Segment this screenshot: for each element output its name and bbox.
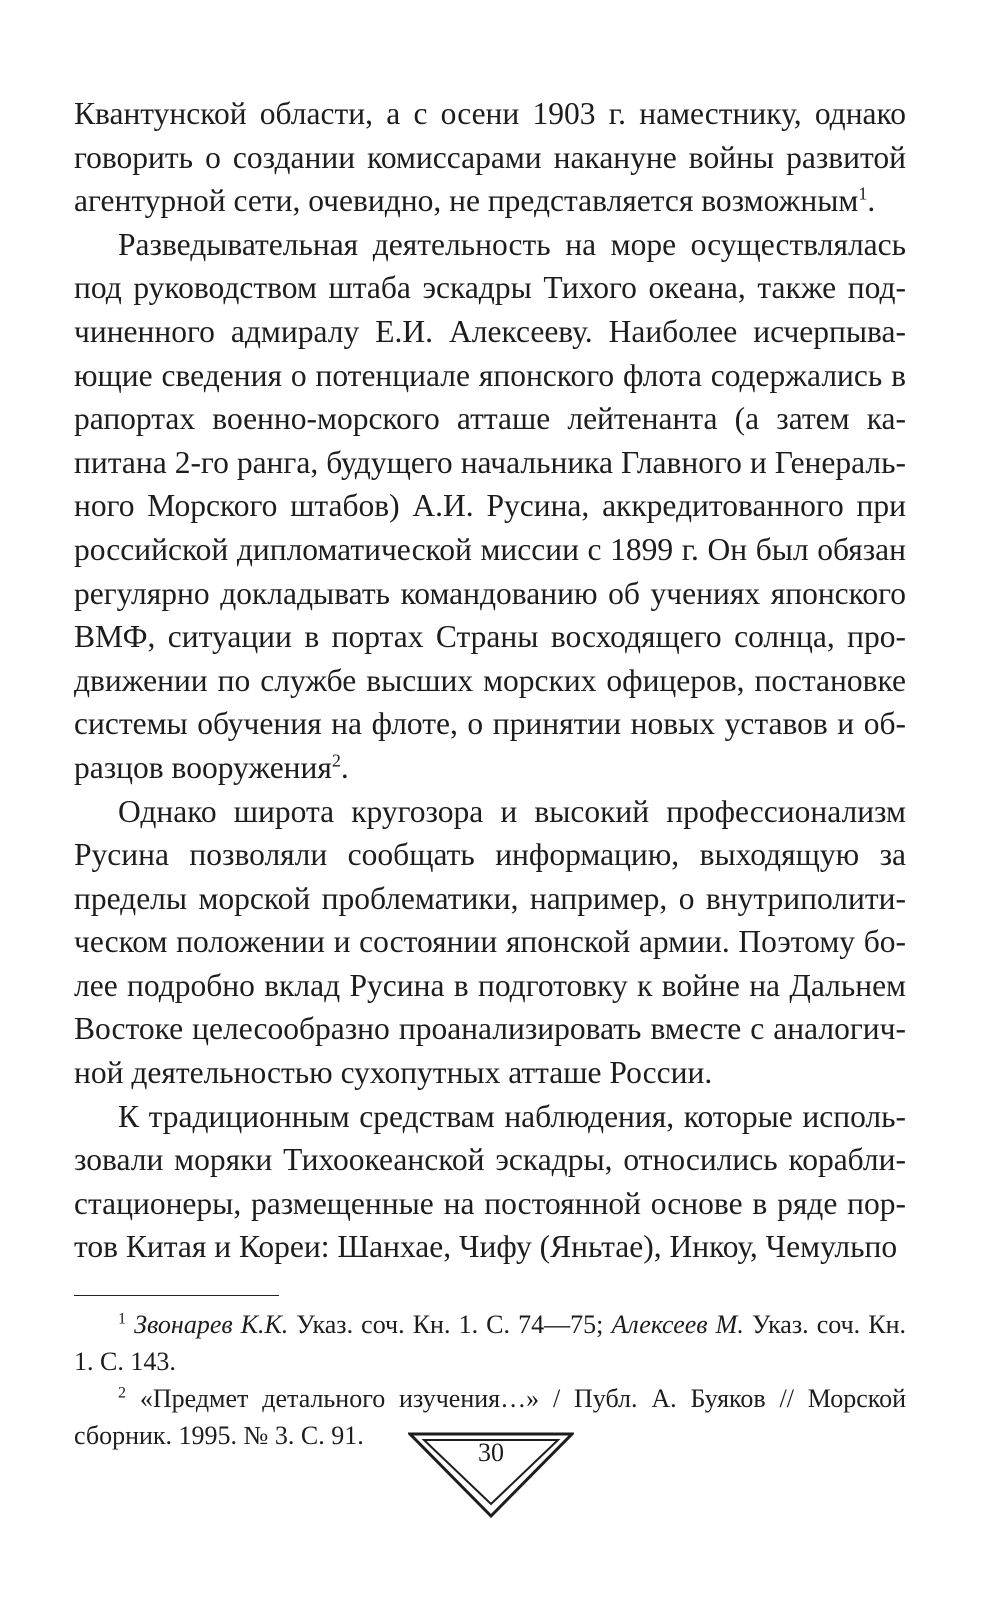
footnote-2-number: 2 — [118, 1384, 126, 1402]
paragraph-4: К традиционным средствам наблюдения, которые использовали моряки Тихоокеанской эскадры, относились корабли-стационеры, размещенные на постоянной основе в ряде портов Китая и Кореи: Шанхае, Чифу (Яньтае), Инкоу, Чемульпо — [74, 1098, 906, 1265]
paragraph-1-text: Квантунской области, а с осени 1903 г. наместнику, однако говорить о создании комиссарами накануне войны развитой агентурной сети, очевидно, не представляется возможным — [74, 96, 906, 219]
footnote-1-text-2: Указ. соч. Кн. 1. С. 143. — [74, 1310, 907, 1376]
page-number: 30 — [478, 1438, 504, 1467]
footnote-1-number: 1 — [118, 1310, 126, 1328]
footnote-separator — [74, 1295, 279, 1296]
main-text — [74, 92, 906, 1269]
footnote-ref-2[interactable]: 2 — [331, 750, 341, 771]
page-number-marker — [408, 1432, 574, 1520]
paragraph-2 — [74, 223, 906, 790]
paragraph-2-text: Разведывательная деятельность на море осуществлялась под руководством штаба эскадры Тихого океана, также подчиненного адмиралу Е.И. Алексееву. Наиболее исчерпывающие сведения о потенциале японского флота содержались в рапортах военно-морского атташе лейтенанта (а затем капитана 2-го ранга, будущего начальника Главного и Генерального Морского штабов) А.И. Русина, аккредитованного при российской дипломатической миссии с 1899 г. Он был обязан регулярно докладывать командованию об учениях японского ВМФ, ситуации в портах Страны восходящего солнца, продвижении по службе высших морских офицеров, постановке системы обучения на флоте, о принятии новых уставов и образцов вооружения — [74, 226, 906, 785]
footnote-ref-1[interactable]: 1 — [858, 183, 868, 204]
footnote-1-author-2: Алексеев М. — [611, 1310, 744, 1339]
footnote-2-text: «Предмет детального изучения…» / Публ. А. Буяков // Морской сборник. 1995. № 3. С. 91. — [74, 1384, 906, 1450]
paragraph-1 — [74, 92, 906, 223]
paragraph-3: Однако широта кругозора и высокий профессионализм Русина позволяли сообщать информацию, выходящую за пределы морской проблематики, например, о внутриполитическом положении и состоянии японской армии. Поэтому более подробно вклад Русина в подготовку к войне на Дальнем Востоке целесообразно проанализировать вместе с аналогичной деятельностью сухопутных атташе России. — [74, 793, 906, 1091]
footnote-1-text-1: Указ. соч. Кн. 1. С. 74—75; — [288, 1310, 612, 1339]
paragraph-2-tail: . — [340, 749, 349, 785]
paragraph-1-tail: . — [867, 183, 876, 219]
footnote-1-author-1: Звонарев К.К. — [134, 1310, 289, 1339]
footnote-1 — [74, 1306, 906, 1380]
